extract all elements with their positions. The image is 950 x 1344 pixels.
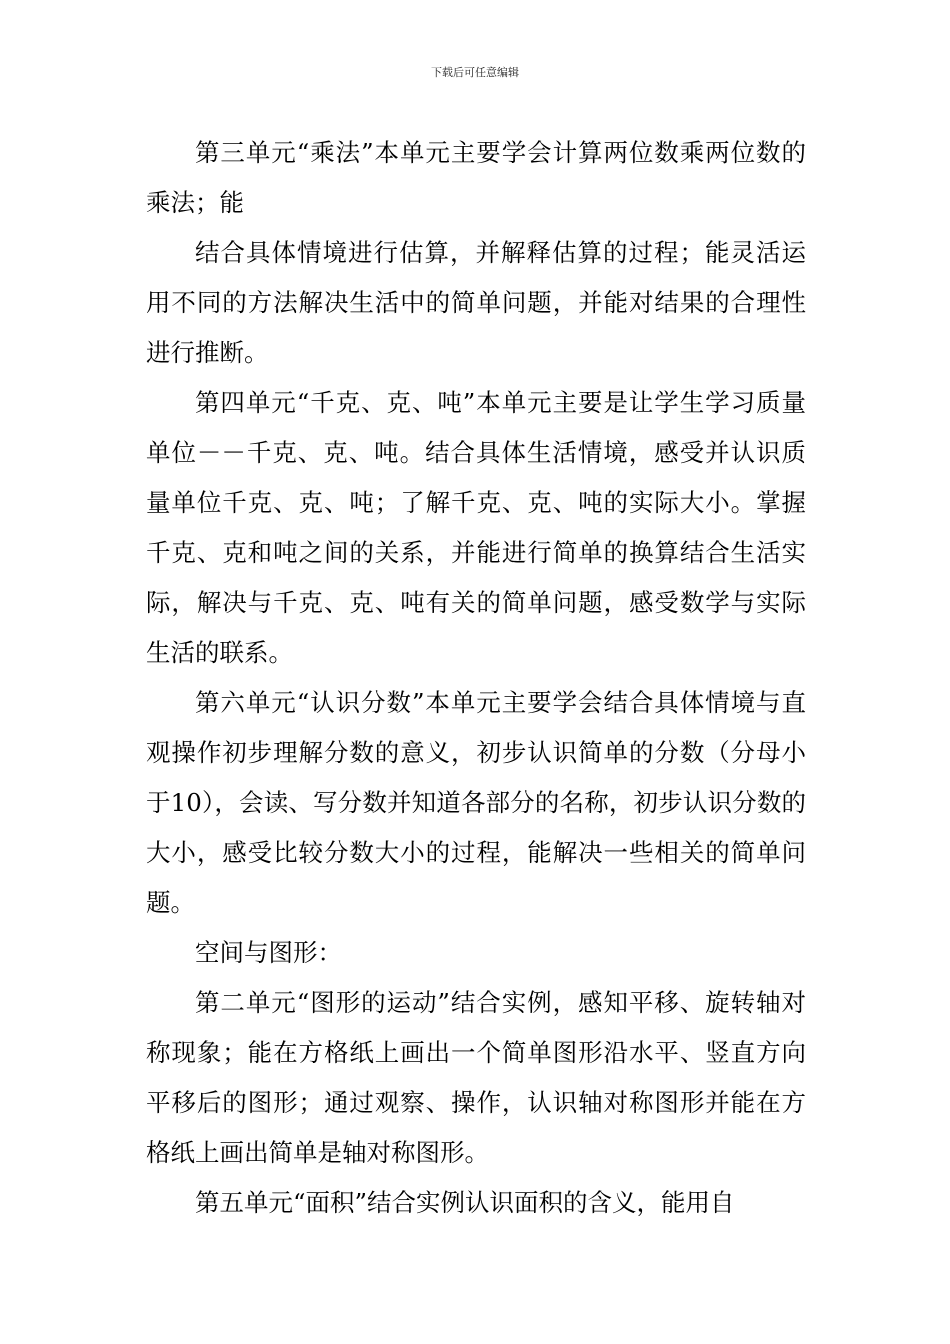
paragraph-estimation: 结合具体情境进行估算，并解释估算的过程；能灵活运用不同的方法解决生活中的简单问题，并能对结果的合理性进行推断。	[146, 238, 806, 367]
section-heading-space-and-shape: 空间与图形：	[195, 938, 342, 967]
page-header-note: 下载后可任意编辑	[431, 66, 519, 79]
paragraph-unit-6-fractions: 第六单元“认识分数”本单元主要学会结合具体情境与直观操作初步理解分数的意义，初步认识简单的分数（分母小于10），会读、写分数并知道各部分的名称，初步认识分数的大小，感受比较分数大小的过程，能解决一些相关的简单问题。	[146, 688, 806, 917]
paragraph-unit-3-multiplication: 第三单元“乘法”本单元主要学会计算两位数乘两位数的乘法；能	[146, 138, 806, 217]
paragraph-unit-4-mass: 第四单元“千克、克、吨”本单元主要是让学生学习质量单位－－千克、克、吨。结合具体生活情境，感受并认识质量单位千克、克、吨；了解千克、克、吨的实际大小。掌握千克、克和吨之间的关系，并能进行简单的换算结合生活实际，解决与千克、克、吨有关的简单问题，感受数学与实际生活的联系。	[146, 388, 806, 667]
document-body	[146, 128, 806, 1228]
paragraph-unit-5-area: 第五单元“面积”结合实例认识面积的含义，能用自	[195, 1188, 735, 1217]
paragraph-unit-2-motion: 第二单元“图形的运动”结合实例，感知平移、旋转轴对称现象；能在方格纸上画出一个简单图形沿水平、竖直方向平移后的图形；通过观察、操作，认识轴对称图形并能在方格纸上画出简单是轴对称图形。	[146, 988, 806, 1167]
